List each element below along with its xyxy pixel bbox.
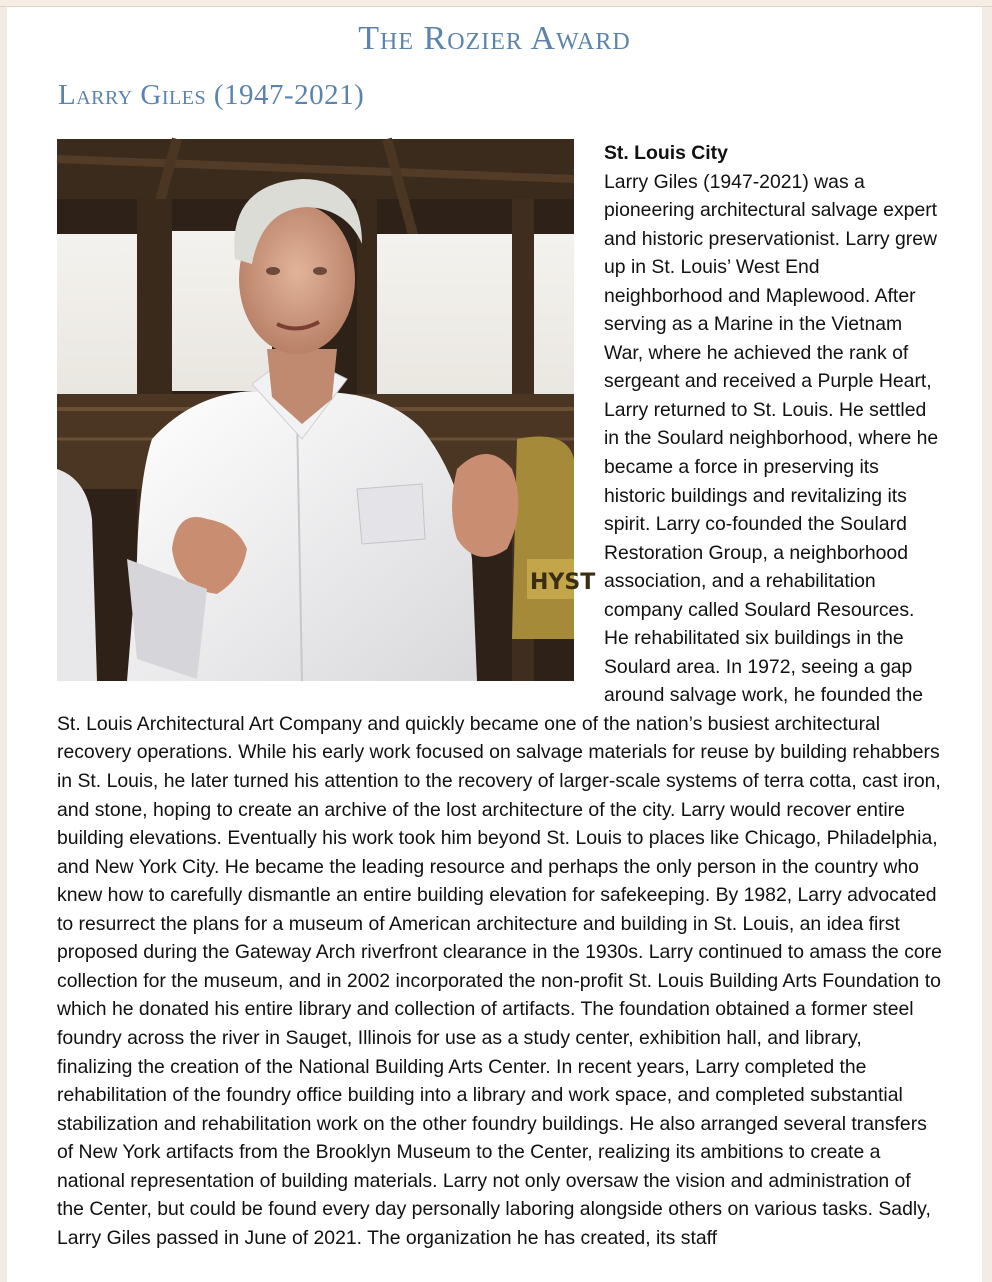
honoree-article <box>57 139 942 1252</box>
machinery-sign-text: HYST <box>530 570 596 595</box>
honoree-biography: Larry Giles (1947-2021) was a pioneering architectural salvage expert and historic preservationist. Larry grew up in St. Louis’ West End neighborhood and Maplewood. After serving as a Marine in the Vietnam War, where he achieved the rank of sergeant and received a Purple Heart, Larry returned to St. Louis. He settled in the Soulard neighborhood, where he became a force in preserving its historic buildings and revitalizing its spirit. Larry co-founded the Soulard Restoration Group, a neighborhood association, and a rehabilitation company called Soulard Resources. He rehabilitated six buildings in the Soulard area. In 1972, seeing a gap around salvage work, he founded the St. Louis Architectural Art Company and quickly became one of the nation’s busiest architectural recovery operations. While his early work focused on salvage materials for reuse by building rehabbers in St. Louis, he later turned his attention to the recovery of larger-scale systems of terra cotta, cast iron, and stone, hoping to create an archive of the lost architecture of the city. Larry would recover entire building elevations. Eventually his work took him beyond St. Louis to places like Chicago, Philadelphia, and New York City. He became the leading resource and perhaps the only person in the country who knew how to carefully dismantle an entire building elevation for safekeeping. By 1982, Larry advocated to resurrect the plans for a museum of American architecture and building in St. Louis, an idea first proposed during the Gateway Arch riverfront clearance in the 1930s. Larry continued to amass the core collection for the museum, and in 2002 incorporated the non-profit St. Louis Building Arts Foundation to which he donated his entire library and collection of artifacts. The foundation obtained a former steel foundry across the river in Sauget, Illinois for use as a study center, exhibition hall, and library, finalizing the creation of the National Building Arts Center. In recent years, Larry completed the rehabilitation of the foundry office building into a library and work space, and completed substantial stabilization and rehabilitation work on the other foundry buildings. He also arranged several transfers of New York artifacts from the Brooklyn Museum to the Center, realizing its ambitions to create a national representation of building materials. Larry not only oversaw the vision and administration of the Center, but could be found every day personally laboring alongside others on various tasks. Sadly, Larry Giles passed in June of 2021. The organization he has created, its staff <box>57 170 942 1249</box>
honoree-heading: Larry Giles (1947-2021) <box>58 79 365 111</box>
honoree-photo <box>57 139 596 681</box>
right-page-margin <box>982 7 992 1282</box>
page-title: The Rozier Award <box>358 20 631 57</box>
left-page-margin <box>0 7 7 1282</box>
page-content <box>7 7 982 1282</box>
honoree-location: St. Louis City <box>604 142 728 164</box>
top-border <box>0 0 992 7</box>
